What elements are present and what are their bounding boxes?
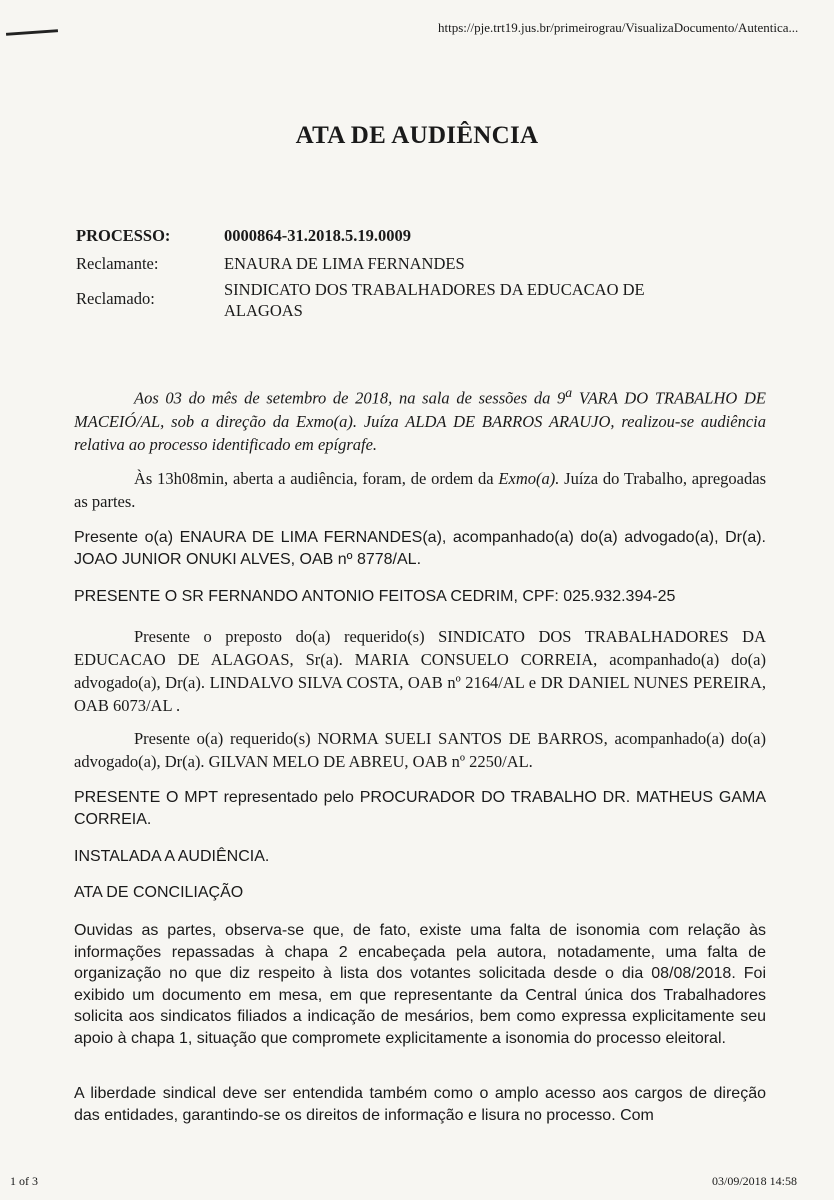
reclamado-value-line1: SINDICATO DOS TRABALHADORES DA EDUCACAO DE — [224, 280, 645, 299]
reclamante-label: Reclamante: — [76, 254, 159, 273]
paragraph-present-mpt: PRESENTE O MPT representado pelo PROCURADOR DO TRABALHO DR. MATHEUS GAMA CORREIA. — [74, 789, 766, 828]
paragraph-union-freedom: A liberdade sindical deve ser entendida também como o amplo acesso aos cargos de direção das entidades, garantindo-se os direitos de informação e lisura no processo. Com — [74, 1085, 766, 1124]
opening-text-a: Aos 03 do mês de setembro de 2018, na sala de sessões da 9 — [134, 388, 566, 408]
paragraph-conciliation-heading: ATA DE CONCILIAÇÃO — [74, 884, 244, 901]
opening-ordinal: a — [565, 385, 573, 400]
paragraph-present-second-respondent: Presente o(a) requerido(s) NORMA SUELI SANTOS DE BARROS, acompanhado(a) do(a) advogado(a), Dr(a). GILVAN MELO DE ABREU, OAB nº 2250/AL. — [74, 729, 766, 771]
call-text-b: Exmo(a). — [498, 469, 560, 488]
paragraph-present-witness: PRESENTE O SR FERNANDO ANTONIO FEITOSA CEDRIM, CPF: 025.932.394-25 — [74, 588, 676, 605]
processo-label: PROCESSO: — [76, 226, 171, 245]
call-text-c: Juíza do Trabalho, apregoadas as partes. — [74, 469, 766, 511]
source-url: https://pje.trt19.jus.br/primeirograu/VisualizaDocumento/Autentica... — [438, 20, 799, 35]
processo-value: 0000864-31.2018.5.19.0009 — [224, 226, 411, 245]
reclamado-label: Reclamado: — [76, 289, 155, 308]
paragraph-installed: INSTALADA A AUDIÊNCIA. — [74, 848, 270, 865]
paragraph-findings: Ouvidas as partes, observa-se que, de fato, existe uma falta de isonomia com relação às informações repassadas à chapa 2 encabeçada pela autora, notadamente, uma falta de organização no que diz respeito à lista dos votantes solicitada desde o dia 08/08/2018. Foi exibido um documento em mesa, em que representante da Central única dos Trabalhadores solicita aos sindicatos filiados a indicação de mesários, bem como expressa explicitamente seu apoio à chapa 1, situação que compromete explicitamente a isonomia do processo eleitoral. — [74, 922, 766, 1047]
scan-mark — [6, 29, 58, 36]
paragraph-opening — [74, 381, 766, 456]
paragraph-present-respondent: Presente o preposto do(a) requerido(s) SINDICATO DOS TRABALHADORES DA EDUCACAO DE ALAGOAS, Sr(a). MARIA CONSUELO CORREIA, acompanhado(a) do(a) advogado(a), Dr(a). LINDALVO SILVA COSTA, OAB nº 2164/AL e DR DANIEL NUNES PEREIRA, OAB 6073/AL . — [74, 627, 766, 715]
opening-text-b: VARA DO TRABALHO DE MACEIÓ/AL, sob a direção da Exmo(a). Juíza ALDA DE BARROS ARAUJO, realizou-se audiência relativa ao processo identificado em epígrafe. — [74, 388, 766, 454]
page-indicator: 1 of 3 — [10, 1174, 38, 1188]
reclamado-value-line2: ALAGOAS — [224, 301, 303, 320]
print-datetime: 03/09/2018 14:58 — [712, 1174, 798, 1188]
reclamante-value: ENAURA DE LIMA FERNANDES — [224, 254, 465, 273]
document-title: ATA DE AUDIÊNCIA — [295, 122, 539, 149]
call-text-a: Às 13h08min, aberta a audiência, foram, de ordem da — [134, 469, 499, 488]
paragraph-call-parties — [74, 467, 766, 513]
paragraph-present-claimant: Presente o(a) ENAURA DE LIMA FERNANDES(a), acompanhado(a) do(a) advogado(a), Dr(a). JOAO JUNIOR ONUKI ALVES, OAB nº 8778/AL. — [74, 529, 766, 568]
